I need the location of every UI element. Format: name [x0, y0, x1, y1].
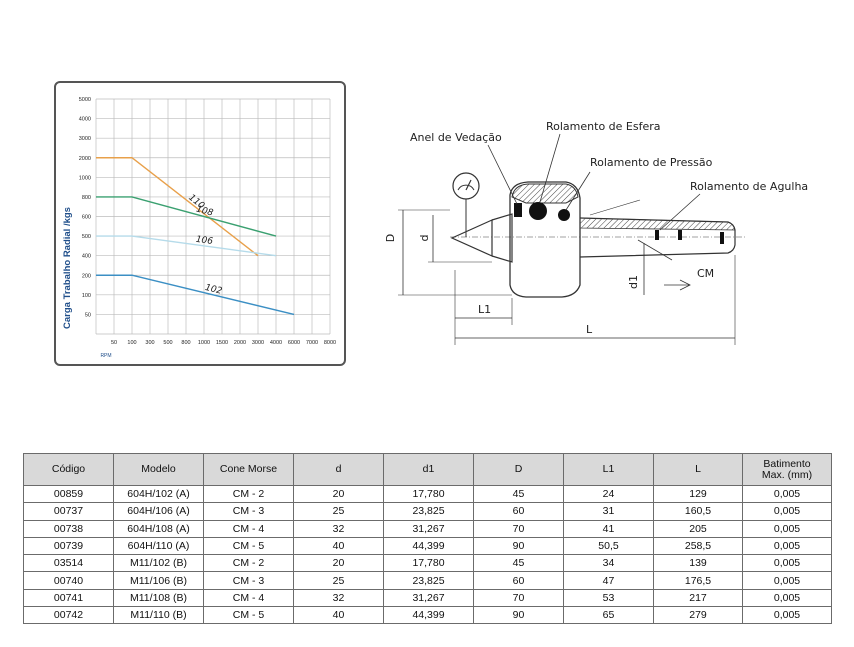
table-cell: 25 [294, 503, 384, 520]
table-cell: 17,780 [384, 555, 474, 572]
table-cell: CM - 4 [204, 589, 294, 606]
dim-L: L [586, 323, 593, 336]
y-tick-label: 600 [81, 214, 91, 221]
y-tick-label: 50 [84, 312, 91, 319]
table-cell: M11/106 (B) [114, 572, 204, 589]
table-cell: 00739 [24, 537, 114, 554]
dim-d: d [418, 234, 431, 242]
table-cell: 65 [564, 607, 654, 624]
table-cell: 47 [564, 572, 654, 589]
label-seal: Anel de Vedação [410, 131, 502, 144]
table-cell: CM - 3 [204, 572, 294, 589]
table-cell: 139 [654, 555, 743, 572]
table-cell: 44,399 [384, 607, 474, 624]
label-thrust-bearing: Rolamento de Pressão [590, 156, 713, 169]
table-row [24, 537, 832, 554]
table-cell: 70 [474, 520, 564, 537]
live-center-drawing [380, 110, 820, 350]
table-cell: 31 [564, 503, 654, 520]
table-cell: 160,5 [654, 503, 743, 520]
table-cell: 20 [294, 486, 384, 503]
table-cell: 0,005 [743, 589, 832, 606]
y-tick-label: 500 [81, 234, 91, 241]
table-cell: 217 [654, 589, 743, 606]
y-tick-label: 5000 [78, 97, 91, 103]
table-cell: 0,005 [743, 503, 832, 520]
y-tick-label: 1000 [78, 175, 91, 182]
table-cell: 32 [294, 520, 384, 537]
center-point [452, 220, 492, 256]
table-cell: 20 [294, 555, 384, 572]
table-cell: CM - 2 [204, 486, 294, 503]
table-cell: 60 [474, 572, 564, 589]
gauge-icon [453, 173, 479, 199]
table-cell: CM - 3 [204, 503, 294, 520]
table-cell: M11/110 (B) [114, 607, 204, 624]
table-cell: 45 [474, 486, 564, 503]
col-header-modelo: Modelo [114, 454, 204, 486]
table-cell: 00742 [24, 607, 114, 624]
table-cell: 00859 [24, 486, 114, 503]
table-cell: 0,005 [743, 520, 832, 537]
col-header-batimento: Batimento Max. (mm) [743, 454, 832, 486]
series-label-106: 106 [195, 234, 214, 248]
dim-L1: L1 [478, 303, 492, 316]
x-tick-label: 50 [110, 340, 118, 346]
table-cell: 00738 [24, 520, 114, 537]
y-tick-label: 4000 [78, 116, 91, 123]
table-cell: 604H/106 (A) [114, 503, 204, 520]
table-cell: 17,780 [384, 486, 474, 503]
table-cell: 604H/102 (A) [114, 486, 204, 503]
table-cell: 00741 [24, 589, 114, 606]
table-cell: 0,005 [743, 537, 832, 554]
col-header-d: d [294, 454, 384, 486]
table-cell: M11/102 (B) [114, 555, 204, 572]
x-tick-label: 300 [145, 340, 155, 346]
table-cell: 0,005 [743, 486, 832, 503]
table-cell: 23,825 [384, 572, 474, 589]
x-tick-label: 3000 [251, 340, 265, 346]
table-cell: M11/108 (B) [114, 589, 204, 606]
table-cell: 176,5 [654, 572, 743, 589]
table-cell: CM - 5 [204, 607, 294, 624]
y-tick-label: 200 [81, 273, 91, 280]
table-cell: 00740 [24, 572, 114, 589]
table-cell: 0,005 [743, 555, 832, 572]
x-tick-label: 4000 [269, 340, 283, 346]
table-cell: 60 [474, 503, 564, 520]
table-cell: CM - 4 [204, 520, 294, 537]
col-header-L1: L1 [564, 454, 654, 486]
chart-grid [96, 99, 330, 334]
table-cell: CM - 2 [204, 555, 294, 572]
x-tick-label: 1000 [197, 340, 211, 346]
y-tick-label: 2000 [78, 155, 91, 162]
table-cell: 44,399 [384, 537, 474, 554]
table-cell: 90 [474, 537, 564, 554]
table-cell: 53 [564, 589, 654, 606]
col-header-L: L [654, 454, 743, 486]
label-needle-bearing: Rolamento de Agulha [690, 180, 809, 193]
table-row [24, 503, 832, 520]
table-cell: 31,267 [384, 589, 474, 606]
table-cell: 604H/110 (A) [114, 537, 204, 554]
x-tick-label: 6000 [287, 340, 301, 346]
table-cell: 25 [294, 572, 384, 589]
table-cell: 45 [474, 555, 564, 572]
y-tick-label: 3000 [78, 136, 91, 143]
hatched-cap [512, 184, 578, 203]
needle-bearing-3 [720, 232, 724, 244]
table-cell: 50,5 [564, 537, 654, 554]
table-cell: 03514 [24, 555, 114, 572]
chart-y-label: Carga Trabalho Radial /kgs [62, 207, 73, 329]
x-tick-label: 8000 [323, 340, 337, 346]
table-cell: 258,5 [654, 537, 743, 554]
table-cell: 00737 [24, 503, 114, 520]
table-cell: 70 [474, 589, 564, 606]
series-line-110 [96, 158, 258, 256]
table-row [24, 572, 832, 589]
table-cell: 129 [654, 486, 743, 503]
table-cell: 41 [564, 520, 654, 537]
thrust-bearing-ball [558, 209, 570, 221]
table-cell: CM - 5 [204, 537, 294, 554]
seal-ring [514, 203, 522, 217]
x-tick-label: 100 [127, 340, 137, 346]
col-header-cone-morse: Cone Morse [204, 454, 294, 486]
x-tick-label: 800 [181, 340, 191, 346]
table-cell: 604H/108 (A) [114, 520, 204, 537]
table-cell: 24 [564, 486, 654, 503]
x-tick-label: 1500 [215, 340, 229, 346]
needle-bearing-1 [655, 230, 659, 240]
table-cell: 32 [294, 589, 384, 606]
series-label-102: 102 [203, 283, 223, 297]
table-row [24, 520, 832, 537]
col-header-codigo: Código [24, 454, 114, 486]
dim-d1: d1 [627, 275, 640, 289]
y-tick-label: 100 [81, 292, 91, 299]
table-row [24, 486, 832, 503]
y-tick-label: 400 [81, 253, 91, 260]
needle-bearing-2 [678, 230, 682, 240]
table-cell: 40 [294, 607, 384, 624]
table-header-row [24, 454, 832, 486]
table-row [24, 607, 832, 624]
table-row [24, 555, 832, 572]
ball-bearing-ball [529, 202, 547, 220]
front-collar [492, 214, 512, 262]
table-cell: 0,005 [743, 572, 832, 589]
table-cell: 31,267 [384, 520, 474, 537]
table-cell: 40 [294, 537, 384, 554]
x-tick-label: 500 [163, 340, 173, 346]
specification-table [23, 453, 832, 624]
table-cell: 23,825 [384, 503, 474, 520]
table-row [24, 589, 832, 606]
table-cell: 90 [474, 607, 564, 624]
shank-hatch [580, 218, 735, 230]
chart-y-ticks [79, 97, 91, 318]
series-label-108: 108 [194, 204, 215, 219]
dim-D: D [384, 233, 397, 243]
y-tick-label: 800 [81, 194, 91, 201]
chart-x-label: RPM [100, 353, 112, 359]
dim-CM: CM [697, 267, 715, 280]
table-cell: 34 [564, 555, 654, 572]
table-cell: 279 [654, 607, 743, 624]
chart-x-ticks [111, 340, 336, 346]
x-tick-label: 2000 [233, 340, 247, 346]
cm-arrow [664, 280, 690, 290]
label-ball-bearing: Rolamento de Esfera [546, 120, 661, 133]
col-header-d1: d1 [384, 454, 474, 486]
table-cell: 205 [654, 520, 743, 537]
col-header-D: D [474, 454, 564, 486]
x-tick-label: 7000 [305, 340, 319, 346]
table-cell: 0,005 [743, 607, 832, 624]
series-label-110: 110 [186, 192, 207, 212]
